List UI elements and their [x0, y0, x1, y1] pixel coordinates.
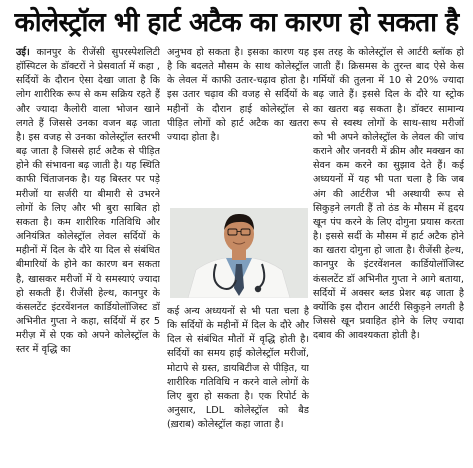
paragraph-text: कानपुर के रीजेंसी सुपरस्पेशलिटी हॉस्पिटल के डॉक्टरों ने प्रेसवार्ता में कहा , सर्दियों के दौरान ऐसा देखा जाता है कि लोग शारीरिक रूप से कम सक्रिय रहते हैं और ज्यादा कैलोरी वाला भोजन खाने लगते हैं जिससे उनका वजन बढ़ जाता है। इस वजह से उनका कोलेस्ट्रॉल स्तरभी बढ़ जाता है जिससे हार्ट अटैक से पीड़ित होने की संभावना बढ़ जाती है। यह स्थिति काफी चिंताजनक है। यह बिस्तर पर पड़े मरीजों या सर्जरी या बीमारी से उभरने लोगों के लिए और भी बुरा साबित हो सकता है। कम शारीरिक गतिविधि और अनियंत्रित कोलेस्ट्रॉल लेवल सर्दियों के महीनों में दिल के दौरे या दिल से संबंधित बीमारियों के होने का कारण बन सकता है, खासकर मरीजों में ये समस्याएं ज्यादा हो सकती हैं। रीजेंसी हेल्थ, कानपुर के कंसलटेंट इंटरवेंशनल कार्डियोलॉजिस्ट डॉ अभिनीत गुप्ता ने कहा, सर्दियों में हर 5 मरीज़ में से एक को अपने कोलेस्ट्रॉल के स्तर में वृद्धि का — [16, 47, 160, 356]
paragraph — [16, 46, 160, 357]
article-column-2-top — [167, 46, 309, 221]
doctor-photo — [170, 208, 308, 298]
dateline: उई। — [16, 47, 30, 58]
paragraph-text: अनुभव हो सकता है। इसका कारण यह है कि बदलते मौसम के साथ कोलेस्ट्रॉल के लेवल में काफी उतार-चढ़ाव होता है। इस उतार चढ़ाव की वजह से सर्दियों के महीनों के दौरान हाई कोलेस्ट्रॉल से पीड़ित लोगों को हार्ट अटैक का खतरा ज्यादा होता है। — [167, 47, 309, 143]
article-column-3 — [313, 46, 464, 466]
doctor-portrait-icon — [170, 208, 308, 298]
article-column-2-bottom — [167, 305, 309, 467]
headline: कोलेस्ट्रॉल भी हार्ट अटैक का कारण हो सकता है — [14, 7, 459, 38]
article-column-1 — [16, 46, 160, 466]
paragraph-text: कई अन्य अध्ययनों से भी पता चला है कि सर्दियों के महीनों में दिल के दौरे और दिल से संबंधित मौतों में वृद्धि होती है। सर्दियों का समय हाई कोलेस्ट्रॉल मरीजों, मोटापे से ग्रस्त, डायबिटीज से पीड़ित, या शारीरिक गतिविधि न करने वाले लोगों के लिए बुरा हो सकता है। एक रिपोर्ट के अनुसार, LDL कोलेस्ट्रॉल को बैड (ख़राब) कोलेस्ट्रॉल कहा जाता है। — [167, 306, 309, 431]
paragraph-text: इस तरह के कोलेस्ट्रॉल से आर्टरी ब्लॉक हो जाती हैं। क्रिसमस के तुरन्त बाद ऐसे केस गर्मियों की तुलना में 10 से 20% ज्यादा बढ़ जाते हैं। इससे दिल के दौरे या स्ट्रोक का खतरा बढ़ सकता है। डॉक्टर सामान्य रूप से स्वस्थ लोगों के साथ-साथ मरीजों को भी अपने कोलेस्ट्रॉल के लेवल की जांच कराने और जनवरी में क्रीम और मक्खन का सेवन कम करने का सुझाव देते हैं। कई अध्ययनों में यह भी पता चला है कि जब अंग की आर्टरीज भी अस्थायी रूप से सिकुड़ने लगती हैं तो ठंड के मौसम में हृदय खून पंप करने के लिए दोगुना प्रयास करता है। इससे सर्दी के मौसम में हार्ट अटैक होने का खतरा दोगुना हो जाता है। रीजेंसी हेल्थ, कानपुर के इंटरवेंशनल कार्डियोलॉजिस्ट कंसलटेंट डॉ अभिनीत गुप्ता ने आगे बताया, सर्दियों में अक्सर ब्लड प्रेशर बढ़ जाता है क्योंकि इस दौरान आर्टरी सिकुड़ने लगती है जिससे खून प्रवाहित होने के लिए ज्यादा दबाव की आवश्यकता होती है। — [313, 47, 464, 342]
stethoscope-chestpiece — [255, 286, 261, 292]
